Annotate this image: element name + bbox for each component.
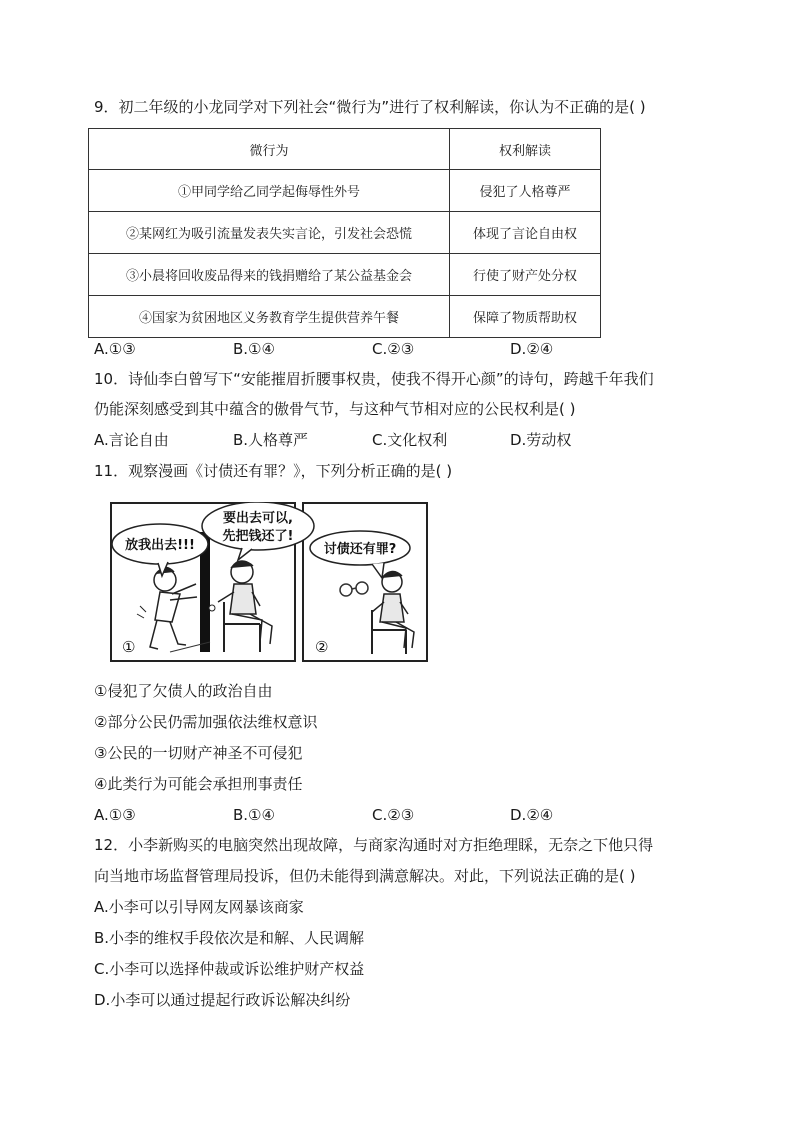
panel-2-label: ②	[315, 638, 329, 656]
table-cell: ②某网红为吸引流量发表失实言论，引发社会恐慌	[89, 212, 450, 254]
option-d[interactable]: D.②④	[510, 340, 554, 358]
table-cell: 体现了言论自由权	[450, 212, 601, 254]
comic-illustration	[110, 502, 428, 664]
option-a[interactable]: A.①③	[94, 806, 136, 824]
table-cell: ④国家为贫困地区义务教育学生提供营养午餐	[89, 296, 450, 338]
option-c[interactable]: C.②③	[372, 340, 415, 358]
table-cell: 行使了财产处分权	[450, 254, 601, 296]
q12-stem-line1: 12．小李新购买的电脑突然出现故障，与商家沟通时对方拒绝理睬，无奈之下他只得	[94, 836, 654, 854]
option-d[interactable]: D.劳动权	[510, 431, 572, 449]
q12-stem-line2: 向当地市场监督管理局投诉，但仍未能得到满意解决。对此，下列说法正确的是( )	[94, 867, 636, 885]
table-header-interpretation: 权利解读	[450, 129, 601, 170]
option-a[interactable]: A.①③	[94, 340, 136, 358]
table-cell: 侵犯了人格尊严	[450, 170, 601, 212]
q11-statement-3: ③公民的一切财产神圣不可侵犯	[94, 744, 303, 762]
table-cell: ③小晨将回收废品得来的钱捐赠给了某公益基金会	[89, 254, 450, 296]
bubble-1-text: 放我出去!!!	[125, 538, 195, 553]
q11-stem: 11．观察漫画《讨债还有罪？》，下列分析正确的是( )	[94, 462, 453, 480]
table-row	[89, 170, 601, 212]
q12-option-a[interactable]: A.小李可以引导网友网暴该商家	[94, 898, 304, 916]
q11-statement-4: ④此类行为可能会承担刑事责任	[94, 775, 303, 793]
option-a[interactable]: A.言论自由	[94, 431, 169, 449]
table-header-behavior: 微行为	[89, 129, 450, 170]
bubble-2-text-line1: 要出去可以,	[223, 511, 293, 526]
q9-stem: 9．初二年级的小龙同学对下列社会“微行为”进行了权利解读，你认为不正确的是( )	[94, 98, 646, 116]
q12-option-d[interactable]: D.小李可以通过提起行政诉讼解决纠纷	[94, 991, 351, 1009]
table-row	[89, 254, 601, 296]
q12-option-c[interactable]: C.小李可以选择仲裁或诉讼维护财产权益	[94, 960, 365, 978]
table-cell: 保障了物质帮助权	[450, 296, 601, 338]
q10-stem-line2: 仍能深刻感受到其中蕴含的傲骨气节，与这种气节相对应的公民权利是( )	[94, 400, 576, 418]
table-row	[89, 212, 601, 254]
panel-1-label: ①	[122, 638, 136, 656]
option-b[interactable]: B.①④	[233, 340, 275, 358]
option-b[interactable]: B.人格尊严	[233, 431, 309, 449]
q12-option-b[interactable]: B.小李的维权手段依次是和解、人民调解	[94, 929, 365, 947]
q11-statement-1: ①侵犯了欠债人的政治自由	[94, 682, 273, 700]
bubble-3-text: 讨债还有罪?	[323, 542, 397, 557]
option-c[interactable]: C.文化权利	[372, 431, 448, 449]
q10-stem-line1: 10．诗仙李白曾写下“安能摧眉折腰事权贵，使我不得开心颜”的诗句，跨越千年我们	[94, 370, 654, 388]
option-d[interactable]: D.②④	[510, 806, 554, 824]
option-b[interactable]: B.①④	[233, 806, 275, 824]
table-header-row	[89, 129, 601, 170]
table-row	[89, 296, 601, 338]
q9-table	[88, 128, 601, 338]
q11-statement-2: ②部分公民仍需加强依法维权意识	[94, 713, 318, 731]
lock-icon	[209, 605, 215, 611]
table-cell: ①甲同学给乙同学起侮辱性外号	[89, 170, 450, 212]
bubble-2-text-line2: 先把钱还了!	[222, 529, 294, 544]
option-c[interactable]: C.②③	[372, 806, 415, 824]
